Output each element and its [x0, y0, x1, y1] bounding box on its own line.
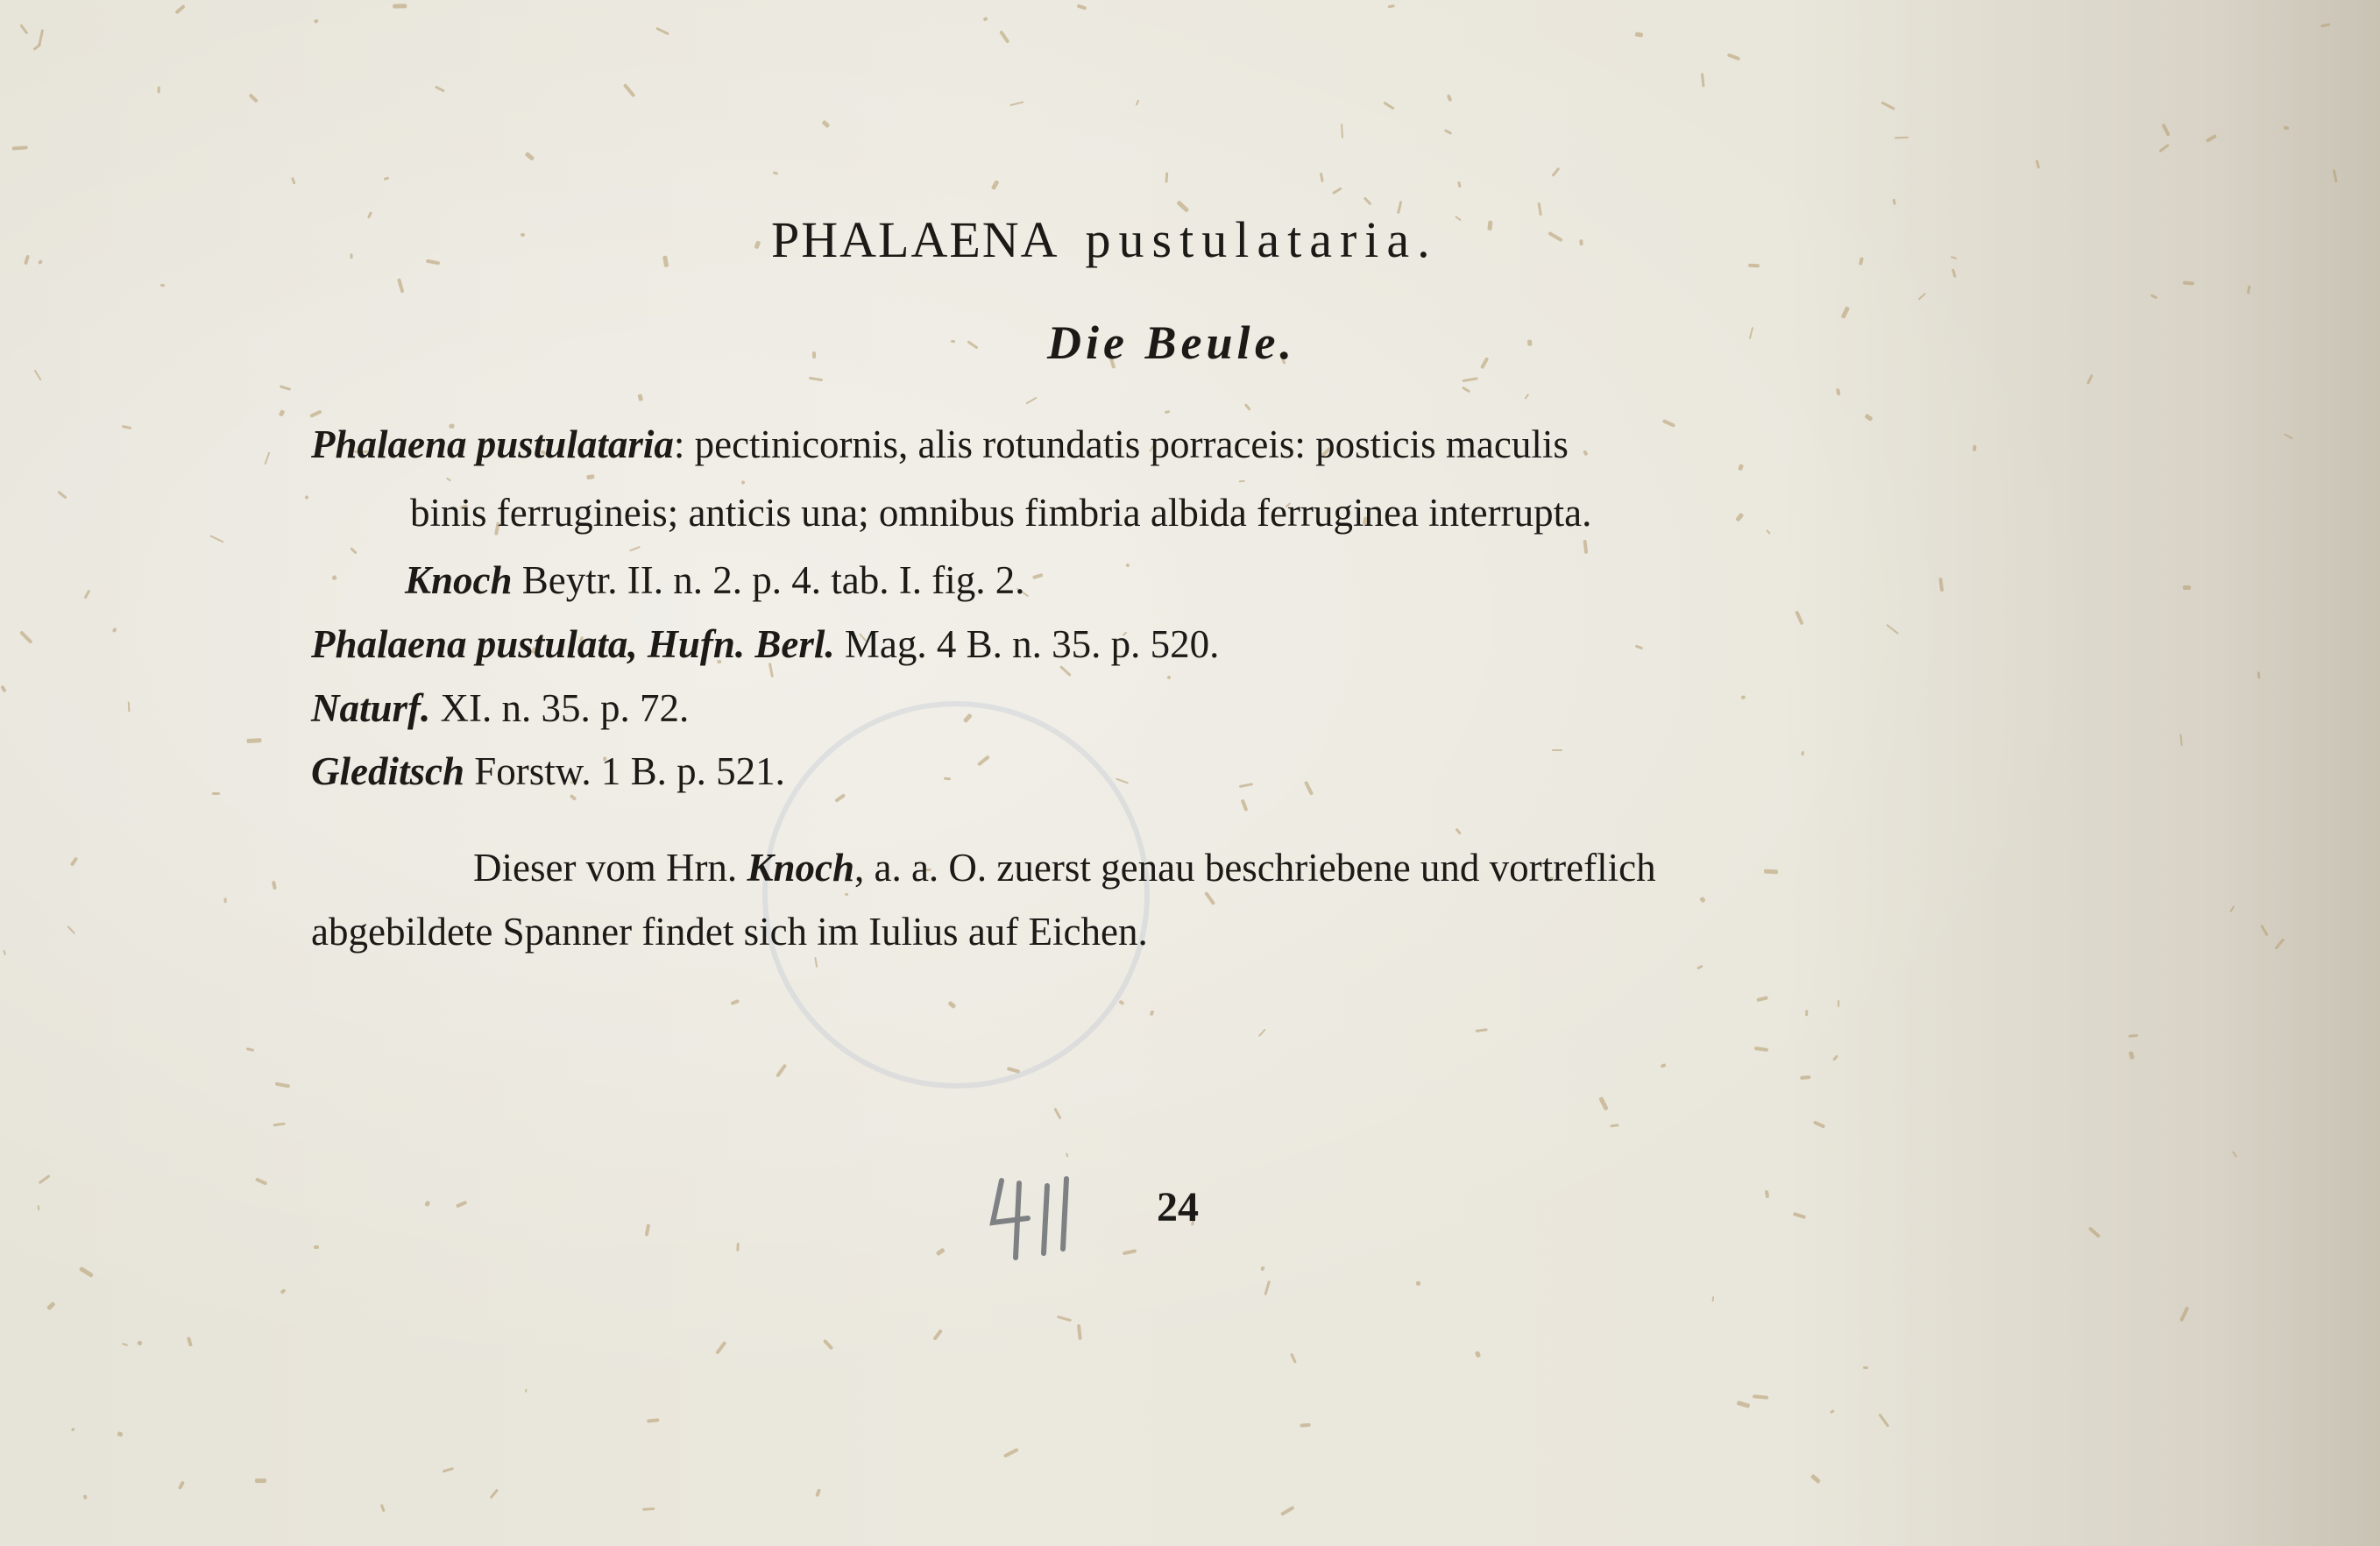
paper-fibre-speck: [662, 256, 669, 268]
paper-fibre-speck: [586, 474, 595, 479]
paper-fibre-speck: [2035, 160, 2040, 170]
paper-fibre-speck: [1300, 1423, 1310, 1428]
paper-fibre-speck: [623, 83, 636, 97]
paper-fibre-speck: [2284, 433, 2293, 439]
paper-fibre-speck: [811, 351, 815, 358]
paper-fibre-speck: [1863, 1366, 1868, 1369]
paper-fibre-speck: [19, 24, 28, 34]
paper-fibre-speck: [1383, 101, 1394, 110]
reference-line-3: [311, 686, 690, 730]
paper-fibre-speck: [1165, 173, 1169, 184]
paper-fibre-speck: [1951, 269, 1956, 278]
paper-fibre-speck: [1754, 1046, 1768, 1052]
paper-fibre-speck: [1363, 196, 1371, 205]
paper-fibre-speck: [1204, 891, 1215, 905]
page-number: 24: [1157, 1184, 1199, 1230]
paper-fibre-speck: [1766, 529, 1771, 535]
paper-fibre-speck: [37, 259, 43, 266]
reference-line-4: [311, 749, 785, 793]
reference-line-2: [311, 622, 1220, 666]
paper-fibre-speck: [1598, 1096, 1609, 1111]
paper-fibre-speck: [279, 410, 286, 418]
paper-fibre-speck: [1753, 1395, 1768, 1401]
paper-fibre-speck: [1122, 1249, 1137, 1255]
paper-fibre-speck: [1757, 996, 1768, 1003]
description-line-1: [311, 422, 1569, 466]
paper-fibre-speck: [1341, 124, 1343, 138]
pencil-shelf-mark: [986, 1170, 1082, 1266]
faded-library-stamp: [762, 701, 1150, 1089]
paper-fibre-speck: [1765, 1190, 1769, 1199]
paper-fibre-speck: [1893, 199, 1896, 206]
paper-fibre-speck: [1462, 386, 1470, 394]
paper-fibre-speck: [1443, 129, 1451, 135]
paper-fibre-speck: [223, 897, 226, 903]
paper-fibre-speck: [1938, 578, 1944, 592]
paper-fibre-speck: [1859, 257, 1864, 266]
paper-fibre-speck: [1290, 1353, 1297, 1364]
paper-fibre-speck: [525, 1389, 528, 1394]
paper-fibre-speck: [1800, 1075, 1811, 1081]
paper-fibre-speck: [1150, 1010, 1154, 1015]
paper-fibre-speck: [456, 1201, 468, 1209]
paper-fibre-speck: [275, 1082, 290, 1089]
paper-fibre-speck: [1167, 676, 1172, 679]
paper-fibre-speck: [175, 4, 186, 15]
paper-fibre-speck: [1881, 101, 1895, 110]
paper-fibre-speck: [2179, 1306, 2189, 1322]
paper-fibre-speck: [1552, 749, 1562, 751]
description-text-1: : pectinicornis, alis rotundatis porraceis: posticis maculis: [673, 422, 1569, 466]
paper-fibre-speck: [741, 479, 745, 484]
paper-fibre-speck: [38, 1174, 50, 1183]
paper-fibre-speck: [1264, 1280, 1271, 1295]
paper-fibre-speck: [1662, 419, 1675, 427]
paper-fibre-speck: [57, 491, 67, 500]
paper-fibre-speck: [773, 171, 779, 175]
paper-fibre-speck: [1735, 513, 1744, 522]
paper-fibre-speck: [629, 546, 641, 552]
paragraph-text-1b: , a. a. O. zuerst genau beschriebene und vortreflich: [854, 846, 1656, 890]
paper-fibre-speck: [246, 739, 262, 744]
paper-fibre-speck: [1741, 695, 1746, 699]
paragraph-author: Knoch: [747, 846, 854, 890]
paragraph-line-2: abgebildete Spanner findet sich im Iulius auf Eichen.: [311, 910, 1148, 954]
paper-fibre-speck: [1580, 239, 1583, 245]
title-genus: PHALAENA: [771, 211, 1059, 268]
paper-fibre-speck: [823, 1338, 833, 1350]
paper-fibre-speck: [647, 1418, 660, 1422]
paper-fibre-speck: [393, 4, 407, 9]
paper-fibre-speck: [212, 792, 220, 795]
paper-fibre-speck: [1918, 293, 1927, 301]
paper-fibre-speck: [2088, 1226, 2101, 1238]
paper-fibre-speck: [2129, 1033, 2138, 1037]
paper-fibre-speck: [991, 180, 1000, 190]
paper-fibre-speck: [255, 1177, 268, 1186]
paper-fibre-speck: [1304, 781, 1314, 796]
paper-fibre-speck: [754, 241, 761, 250]
reference-text-1: Beytr. II. n. 2. p. 4. tab. I. fig. 2.: [512, 558, 1025, 602]
paper-fibre-speck: [644, 1223, 650, 1236]
reference-author-4: Gleditsch: [311, 749, 464, 793]
paper-fibre-speck: [2161, 123, 2171, 136]
paper-fibre-speck: [12, 145, 28, 150]
paper-fibre-speck: [1552, 167, 1561, 178]
paper-fibre-speck: [1524, 393, 1529, 399]
paper-fibre-speck: [2086, 373, 2093, 384]
paragraph-line-1: [473, 848, 1656, 888]
common-name-subtitle: Die Beule.: [1047, 316, 1296, 369]
paper-fibre-speck: [525, 152, 535, 161]
paper-fibre-speck: [1748, 327, 1753, 340]
paper-fibre-speck: [935, 1247, 945, 1256]
paper-fibre-speck: [2150, 294, 2158, 299]
paper-fibre-speck: [2320, 23, 2330, 28]
reference-author-1: Knoch: [405, 558, 513, 602]
paper-fibre-speck: [255, 1479, 266, 1483]
paper-fibre-speck: [1480, 357, 1490, 369]
paper-fibre-speck: [246, 1047, 254, 1051]
paper-fibre-speck: [350, 547, 358, 554]
paper-fibre-speck: [1583, 539, 1588, 554]
paper-fibre-speck: [967, 340, 978, 349]
paper-fibre-speck: [521, 233, 525, 237]
paper-fibre-speck: [71, 1427, 75, 1431]
paper-fibre-speck: [367, 211, 372, 219]
paper-fibre-speck: [1864, 414, 1873, 422]
paper-fibre-speck: [1261, 1266, 1266, 1272]
paper-fibre-speck: [1836, 387, 1840, 394]
paper-fibre-speck: [446, 477, 451, 481]
description-line-2: binis ferrugineis; anticis una; omnibus fimbria albida ferruginea interrupta.: [410, 491, 1592, 535]
paper-fibre-speck: [2332, 169, 2337, 182]
paper-fibre-speck: [730, 999, 739, 1005]
paper-fibre-speck: [1527, 339, 1533, 346]
paper-fibre-speck: [1611, 1124, 1619, 1127]
paper-fibre-speck: [1057, 1316, 1072, 1323]
paper-fibre-speck: [1793, 1212, 1807, 1219]
paper-fibre-speck: [1455, 828, 1462, 835]
paper-fibre-speck: [809, 377, 824, 381]
paper-fibre-speck: [292, 177, 296, 184]
paper-fibre-speck: [1802, 751, 1804, 755]
paper-fibre-speck: [1829, 1409, 1834, 1415]
paper-fibre-speck: [1119, 999, 1125, 1004]
paper-fibre-speck: [638, 394, 644, 401]
paper-fibre-speck: [1748, 263, 1760, 267]
paper-fibre-speck: [4, 950, 7, 956]
paper-fibre-speck: [1813, 1121, 1825, 1129]
paper-fibre-speck: [1416, 1280, 1421, 1286]
paper-fibre-speck: [1700, 73, 1704, 88]
paper-fibre-speck: [46, 1301, 56, 1311]
paper-fibre-speck: [1332, 187, 1342, 195]
paper-fibre-speck: [248, 93, 259, 103]
paper-fibre-speck: [1239, 783, 1253, 788]
paper-fibre-speck: [331, 575, 337, 581]
paper-fibre-speck: [1032, 574, 1044, 580]
paper-fibre-speck: [776, 1064, 787, 1078]
paper-fibre-speck: [2275, 937, 2285, 949]
paper-fibre-speck: [273, 1122, 286, 1126]
paper-fibre-speck: [122, 1343, 128, 1346]
paper-fibre-speck: [111, 628, 117, 633]
paper-fibre-speck: [714, 1341, 726, 1355]
paper-fibre-speck: [178, 1480, 185, 1490]
paper-fibre-speck: [1009, 101, 1024, 106]
paper-fibre-speck: [210, 535, 224, 543]
paper-fibre-speck: [1635, 32, 1643, 38]
reference-text-3: XI. n. 35. p. 72.: [430, 686, 690, 730]
paper-fibre-speck: [83, 1494, 88, 1500]
paper-fibre-speck: [1583, 450, 1589, 457]
paper-fibre-speck: [1026, 397, 1038, 405]
paper-fibre-speck: [127, 702, 130, 713]
paper-fibre-speck: [1116, 778, 1129, 784]
reference-text-4: Forstw. 1 B. p. 521.: [464, 749, 785, 793]
paper-fibre-speck: [39, 29, 44, 45]
paper-fibre-speck: [314, 1245, 319, 1249]
paper-fibre-speck: [736, 1243, 740, 1252]
paper-fibre-speck: [1878, 1414, 1888, 1428]
paper-fibre-speck: [122, 425, 131, 430]
paper-fibre-speck: [1840, 307, 1849, 320]
paper-fibre-speck: [999, 31, 1010, 45]
paper-fibre-speck: [1053, 1108, 1061, 1120]
paper-fibre-speck: [2258, 672, 2261, 679]
paper-fibre-speck: [1475, 1351, 1481, 1358]
paper-fibre-speck: [642, 1507, 655, 1511]
paper-fibre-speck: [1696, 965, 1704, 970]
paper-fibre-speck: [1973, 444, 1977, 450]
paper-fibre-speck: [1895, 137, 1909, 139]
paper-fibre-speck: [435, 85, 445, 92]
paper-fibre-speck: [69, 856, 78, 866]
paper-fibre-speck: [1796, 610, 1804, 625]
paper-fibre-speck: [1635, 644, 1644, 649]
paper-fibre-speck: [1125, 563, 1130, 567]
paper-fibre-speck: [1165, 411, 1170, 415]
paper-fibre-speck: [264, 452, 270, 465]
paper-fibre-speck: [1463, 377, 1478, 382]
paper-fibre-speck: [815, 1488, 821, 1497]
paper-fibre-speck: [2247, 285, 2251, 294]
paper-fibre-speck: [314, 18, 320, 24]
paragraph-text-1a: Dieser vom Hrn.: [473, 846, 747, 890]
paper-fibre-speck: [33, 370, 41, 381]
paper-fibre-speck: [1239, 479, 1245, 482]
paper-fibre-speck: [655, 27, 669, 36]
paper-fibre-speck: [1699, 896, 1706, 903]
paper-fibre-speck: [1736, 1401, 1750, 1408]
paper-fibre-speck: [1951, 257, 1958, 260]
paper-fibre-speck: [2183, 585, 2191, 590]
paper-fibre-speck: [1241, 799, 1249, 812]
paper-fibre-speck: [160, 284, 165, 287]
paper-fibre-speck: [1838, 1000, 1839, 1007]
paper-fibre-speck: [351, 253, 353, 259]
paper-fibre-speck: [932, 1330, 943, 1342]
title-species: pustulataria.: [1085, 211, 1438, 268]
paper-fibre-speck: [1458, 181, 1462, 187]
paper-fibre-speck: [1660, 1063, 1666, 1068]
paper-fibre-speck: [951, 340, 956, 344]
paper-fibre-speck: [1059, 665, 1071, 677]
paper-fibre-speck: [84, 590, 91, 599]
paper-fibre-speck: [1003, 1449, 1019, 1458]
paper-fibre-speck: [1258, 1029, 1266, 1037]
reference-author-3: Naturf.: [311, 686, 431, 730]
paper-fibre-speck: [982, 17, 988, 22]
paper-fibre-speck: [79, 1266, 94, 1278]
paper-fibre-speck: [2183, 281, 2195, 286]
paper-fibre-speck: [822, 119, 831, 128]
paper-fibre-speck: [379, 1504, 385, 1513]
paper-fibre-speck: [1738, 465, 1744, 472]
paper-fibre-speck: [1727, 53, 1741, 60]
paper-fibre-speck: [424, 1201, 430, 1207]
paper-fibre-speck: [1320, 173, 1324, 182]
paper-fibre-speck: [1388, 4, 1395, 8]
paper-fibre-speck: [1066, 1153, 1069, 1159]
paper-fibre-speck: [280, 1287, 286, 1294]
paper-fibre-speck: [19, 631, 32, 644]
paper-fibre-speck: [1764, 869, 1778, 875]
paper-fibre-speck: [157, 87, 159, 94]
paper-fibre-speck: [2158, 145, 2169, 153]
page-title: [771, 210, 1560, 269]
paper-fibre-speck: [272, 880, 277, 889]
paper-fibre-speck: [1832, 1055, 1838, 1061]
paper-fibre-speck: [2260, 925, 2268, 937]
paper-fibre-speck: [305, 495, 309, 500]
description-species-name: Phalaena pustulataria: [311, 422, 674, 466]
paper-fibre-speck: [309, 410, 322, 419]
paper-fibre-speck: [398, 278, 405, 293]
paper-fibre-speck: [1446, 94, 1452, 102]
paper-fibre-speck: [280, 385, 291, 391]
paper-fibre-speck: [1804, 1010, 1808, 1016]
paper-fibre-speck: [2232, 1151, 2237, 1158]
paper-fibre-speck: [426, 259, 440, 265]
reference-author-2: Phalaena pustulata, Hufn. Berl.: [311, 622, 835, 666]
paper-fibre-speck: [1077, 4, 1087, 11]
paper-fibre-speck: [2229, 906, 2235, 913]
reference-line-1: [405, 558, 1025, 602]
paper-fibre-speck: [1476, 1028, 1488, 1032]
paper-fibre-speck: [1243, 404, 1250, 412]
paper-fibre-speck: [384, 176, 390, 181]
paper-fibre-speck: [67, 925, 75, 935]
paper-fibre-speck: [37, 1205, 39, 1210]
paper-fibre-speck: [443, 1468, 454, 1473]
paper-fibre-speck: [2179, 734, 2183, 746]
paper-fibre-speck: [1712, 1296, 1715, 1301]
paper-fibre-speck: [137, 1340, 143, 1346]
paper-fibre-speck: [0, 685, 7, 693]
paper-fibre-speck: [489, 1489, 499, 1500]
paper-fibre-speck: [570, 794, 577, 801]
paper-fibre-speck: [1886, 624, 1899, 635]
paper-fibre-speck: [1135, 99, 1139, 106]
paper-fibre-speck: [2284, 126, 2290, 131]
paper-fibre-speck: [1810, 1473, 1821, 1484]
paper-fibre-speck: [24, 254, 30, 265]
paper-fibre-speck: [187, 1337, 193, 1347]
reference-text-2: Mag. 4 B. n. 35. p. 520.: [834, 622, 1220, 666]
paper-fibre-speck: [2206, 134, 2217, 143]
paper-fibre-speck: [1077, 1324, 1081, 1340]
paper-fibre-speck: [117, 1431, 124, 1437]
paper-fibre-speck: [2129, 1051, 2135, 1060]
paper-fibre-speck: [1280, 1506, 1294, 1516]
